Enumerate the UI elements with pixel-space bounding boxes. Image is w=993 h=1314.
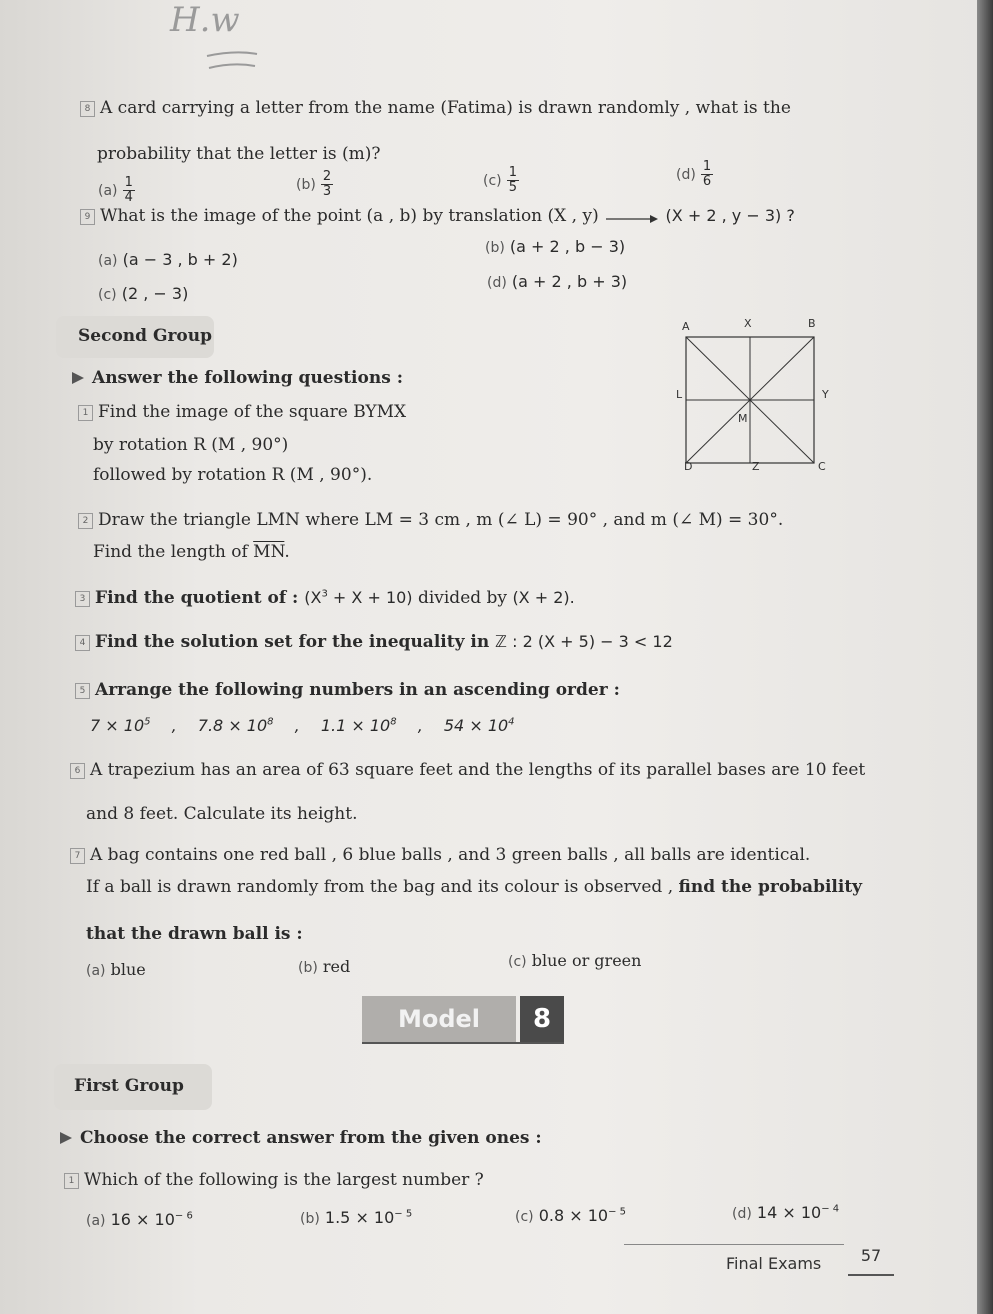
fg-q1-option-c: (c) $0.8 \times 10^{- 5}$	[515, 1206, 627, 1225]
sg-question-7-line3: that the drawn ball is :	[86, 924, 303, 944]
point-C: C	[818, 460, 826, 473]
fg-question-1: 1 Which of the following is the largest number ?	[64, 1170, 484, 1190]
point-D: D	[684, 460, 693, 473]
question-number: 8	[80, 101, 95, 117]
q9-option-b: (b) (a + 2 , b − 3)	[485, 237, 626, 256]
question-8: 8 A card carrying a letter from the name (Fatima) is drawn randomly , what is the	[80, 98, 791, 118]
sg-question-7-line2: If a ball is drawn randomly from the bag and its colour is observed , find the probability	[86, 877, 863, 897]
q8-option-b: (b) $\frac{2}{3}$	[296, 169, 332, 199]
model-number: 8	[520, 996, 564, 1042]
handwriting-scribble	[205, 50, 265, 74]
first-group-title: First Group	[74, 1076, 184, 1096]
sg-q7-option-b: (b) red	[298, 957, 351, 976]
q8-option-c: (c) $\frac{1}{5}$	[483, 165, 517, 195]
point-M: M	[738, 412, 748, 425]
square-diagram	[672, 310, 842, 478]
fg-q1-option-b: (b) $1.5 \times 10^{- 5}$	[300, 1208, 413, 1227]
point-Y: Y	[822, 388, 829, 401]
point-Z: Z	[752, 460, 760, 473]
sg-question-1-line2: by rotation R (M , 90°)	[93, 435, 289, 455]
point-A: A	[682, 320, 690, 333]
model-banner	[362, 996, 564, 1044]
bullet-arrow-icon	[72, 372, 84, 384]
page-edge	[977, 0, 993, 1314]
point-X: X	[744, 317, 752, 330]
sg-question-3: 3 Find the quotient of : $(X^3 + X + 10)$ divided by (X + 2).	[75, 588, 575, 608]
sg-question-2-line2: Find the length of $\overline{MN}$.	[93, 542, 290, 562]
page-number: 57	[848, 1238, 894, 1276]
model-label: Model	[362, 996, 516, 1042]
q9-option-d: (d) (a + 2 , b + 3)	[487, 272, 628, 291]
sg-question-4: 4 Find the solution set for the inequality in ℤ : 2 (X + 5) − 3 < 12	[75, 632, 673, 652]
fg-q1-option-a: (a) $16 \times 10^{- 6}$	[86, 1210, 193, 1229]
translation-arrow-icon	[604, 211, 660, 223]
first-group-instruction: Choose the correct answer from the given ones :	[60, 1128, 542, 1148]
sg-question-1: 1 Find the image of the square BYMX	[78, 402, 406, 422]
bullet-arrow-icon	[60, 1132, 72, 1144]
sg-q7-option-c: (c) blue or green	[508, 951, 642, 970]
q9-option-c: (c) (2 , − 3)	[98, 284, 189, 303]
sg-question-1-line3: followed by rotation R (M , 90°).	[93, 465, 373, 485]
footer-title: Final Exams	[726, 1254, 822, 1273]
q8-option-d: (d) $\frac{1}{6}$	[676, 159, 712, 189]
sg-q7-option-a: (a) blue	[86, 960, 146, 979]
sg-question-5: 5 Arrange the following numbers in an ascending order :	[75, 680, 620, 700]
second-group-title: Second Group	[78, 326, 213, 346]
second-group-instruction: Answer the following questions :	[72, 368, 403, 388]
sg-question-6: 6 A trapezium has an area of 63 square feet and the lengths of its parallel bases are 10 feet	[70, 760, 865, 780]
q8-option-a: (a) $\frac{1}{4}$	[98, 175, 133, 205]
question-9: 9 What is the image of the point (a , b) by translation (X , y) (X + 2 , y − 3) ?	[80, 206, 795, 226]
point-B: B	[808, 317, 816, 330]
point-L: L	[676, 388, 683, 401]
handwritten-note: H.w	[170, 0, 240, 40]
sg-question-2: 2 Draw the triangle LMN where LM = 3 cm , m (∠ L) = 90° , and m (∠ M) = 30°.	[78, 510, 783, 530]
footer-rule	[624, 1244, 844, 1245]
q9-option-a: (a) (a − 3 , b + 2)	[98, 250, 238, 269]
second-group-header	[56, 316, 214, 358]
question-8-line2: probability that the letter is (m)?	[97, 144, 381, 164]
first-group-header	[54, 1064, 212, 1110]
fg-q1-option-d: (d) $14 \times 10^{- 4}$	[732, 1203, 840, 1222]
sg-question-7: 7 A bag contains one red ball , 6 blue balls , and 3 green balls , all balls are identical.	[70, 845, 810, 865]
sg-question-6-line2: and 8 feet. Calculate its height.	[86, 804, 358, 824]
sg-question-5-numbers: $7 \times 10^5$ , $7.8 \times 10^8$ , $1.1 \times 10^8$ , $54 \times 10^4$	[90, 716, 515, 735]
